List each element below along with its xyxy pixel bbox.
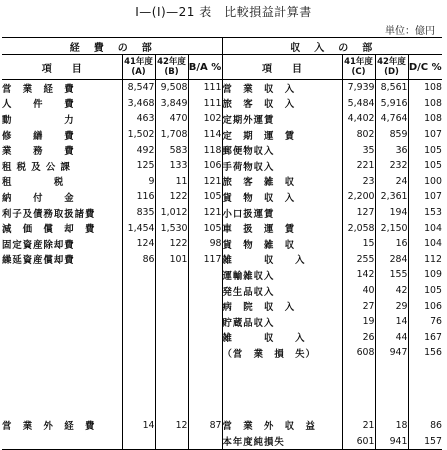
expense-42-value	[155, 298, 188, 314]
expense-item-label: 繰延資産償却費	[2, 252, 122, 268]
table-row	[2, 80, 442, 96]
expense-ratio-value: 105	[188, 189, 222, 205]
revenue-41-value: 15	[342, 236, 375, 252]
revenue-41-value: 19	[342, 314, 375, 330]
expense-42-value: 133	[155, 158, 188, 174]
expense-item-label: 租 税	[2, 174, 122, 190]
table-row	[2, 418, 442, 434]
table-row	[2, 158, 442, 174]
expense-42-value	[155, 433, 188, 450]
revenue-42-value: 14	[375, 314, 408, 330]
expense-ratio-value: 121	[188, 205, 222, 221]
expense-ratio-value: 87	[188, 418, 222, 434]
expense-41-value	[122, 267, 155, 283]
table-row	[2, 174, 442, 190]
revenue-item-label: 本年度純損失	[222, 433, 342, 450]
unit-label: 単位：億円	[385, 26, 435, 37]
table-row	[2, 330, 442, 346]
expense-41-value: 86	[122, 252, 155, 268]
revenue-42-value: 155	[375, 267, 408, 283]
revenue-41-value: 127	[342, 205, 375, 221]
year41-header-right: 41年度 (C)	[342, 55, 375, 80]
revenue-item-label: 車 扱 運 賃	[222, 220, 342, 236]
revenue-42-value: 44	[375, 330, 408, 346]
revenue-item-label: 貯蔵品収入	[222, 314, 342, 330]
revenue-42-value: 194	[375, 205, 408, 221]
table-row	[2, 283, 442, 299]
revenue-ratio-value: 86	[430, 419, 442, 431]
expense-ratio-value: 114	[188, 127, 222, 143]
revenue-42-value: 29	[375, 298, 408, 314]
expense-item-label: 動 力	[2, 111, 122, 127]
expense-item-label	[2, 298, 122, 314]
revenue-ratio-value: 156	[424, 347, 442, 359]
table-row	[2, 142, 442, 158]
table-row	[2, 314, 442, 330]
spacer-cell	[408, 361, 442, 418]
revenue-item-label: 営 業 収 入	[222, 80, 342, 96]
revenue-ratio-value: 107	[424, 191, 442, 203]
expense-41-value: 492	[122, 142, 155, 158]
revenue-42-value: 18	[375, 418, 408, 434]
expense-item-label	[2, 330, 122, 346]
expense-42-value: 1,012	[155, 205, 188, 221]
table-row	[2, 205, 442, 221]
expense-42-value: 12	[155, 418, 188, 434]
expense-41-value: 9	[122, 174, 155, 190]
revenue-ratio-value: 108	[424, 97, 442, 109]
table-row	[2, 345, 442, 361]
revenue-42-value: 5,916	[375, 96, 408, 112]
revenue-item-label: 貨 物 収 入	[222, 189, 342, 205]
expense-ratio-value: 118	[188, 142, 222, 158]
revenue-ratio-value: 76	[430, 316, 442, 328]
item-header-left: 項 目	[2, 55, 122, 80]
ratio-header-left: B/A %	[188, 55, 222, 80]
revenue-item-label: 定 期 運 賃	[222, 127, 342, 143]
expense-41-value: 125	[122, 158, 155, 174]
expense-ratio-value: 121	[188, 174, 222, 190]
revenue-item-label: （営 業 損 失）	[222, 345, 342, 361]
expense-item-label: 営 業 外 経 費	[2, 418, 122, 434]
revenue-ratio-value: 109	[424, 269, 442, 281]
table-row	[2, 189, 442, 205]
revenue-41-value: 2,058	[342, 220, 375, 236]
revenue-41-value: 255	[342, 252, 375, 268]
expense-42-value: 11	[155, 174, 188, 190]
table-title: Ⅰ—(Ⅰ)—21 表 比較損益計算書	[135, 5, 312, 19]
expense-42-value	[155, 267, 188, 283]
revenue-section-header: 収 入 の 部	[290, 42, 375, 54]
revenue-item-label: 小口扱運賃	[222, 205, 342, 221]
expense-ratio-value: 105	[188, 220, 222, 236]
revenue-ratio-value: 167	[424, 331, 442, 343]
revenue-42-value: 947	[375, 345, 408, 361]
expense-item-label	[2, 345, 122, 361]
revenue-item-label: 営 業 外 収 益	[222, 418, 342, 434]
expense-41-value	[122, 298, 155, 314]
expense-42-value: 101	[155, 252, 188, 268]
expense-ratio-value: 102	[188, 111, 222, 127]
table-row	[2, 298, 442, 314]
expense-item-label	[2, 314, 122, 330]
revenue-ratio-value: 104	[424, 238, 442, 250]
revenue-item-label: 定期外運賃	[222, 111, 342, 127]
expense-ratio-value	[188, 345, 222, 361]
revenue-ratio-value: 105	[424, 144, 442, 156]
expense-item-label: 人 件 費	[2, 96, 122, 112]
expense-item-label: 業 務 費	[2, 142, 122, 158]
revenue-41-value: 23	[342, 174, 375, 190]
expense-42-value	[155, 283, 188, 299]
revenue-41-value: 7,939	[342, 80, 375, 96]
spacer-cell	[2, 361, 122, 418]
expense-42-value	[155, 330, 188, 346]
expense-41-value: 116	[122, 189, 155, 205]
expense-ratio-value: 111	[188, 80, 222, 96]
revenue-item-label: 発生品収入	[222, 283, 342, 299]
table-row	[2, 111, 442, 127]
expense-ratio-value	[188, 433, 222, 450]
spacer-cell	[222, 361, 342, 418]
revenue-item-label: 旅 客 雑 収	[222, 174, 342, 190]
expense-item-label	[2, 283, 122, 299]
table-row	[2, 267, 442, 283]
revenue-41-value: 21	[342, 418, 375, 434]
revenue-item-label: 運輸雑収入	[222, 267, 342, 283]
revenue-item-label: 旅 客 収 入	[222, 96, 342, 112]
revenue-41-value: 601	[342, 433, 375, 450]
revenue-41-value: 608	[342, 345, 375, 361]
expense-item-label: 減 価 償 却 費	[2, 220, 122, 236]
revenue-42-value: 2,361	[375, 189, 408, 205]
expense-42-value	[155, 345, 188, 361]
revenue-41-value: 802	[342, 127, 375, 143]
year42-header-left: 42年度 (B)	[155, 55, 188, 80]
expense-ratio-value	[188, 283, 222, 299]
revenue-item-label: 雑 収 入	[222, 252, 342, 268]
revenue-41-value: 40	[342, 283, 375, 299]
revenue-ratio-value: 105	[424, 285, 442, 297]
revenue-ratio-value: 108	[424, 82, 442, 94]
expense-item-label: 租 税 及 公 課	[2, 158, 122, 174]
expense-42-value: 1,530	[155, 220, 188, 236]
revenue-41-value: 142	[342, 267, 375, 283]
revenue-42-value: 4,764	[375, 111, 408, 127]
revenue-41-value: 4,402	[342, 111, 375, 127]
expense-41-value: 124	[122, 236, 155, 252]
revenue-42-value: 2,150	[375, 220, 408, 236]
spacer-cell	[342, 361, 375, 418]
expense-ratio-value	[188, 314, 222, 330]
year42-header-right: 42年度 (D)	[375, 55, 408, 80]
revenue-41-value: 26	[342, 330, 375, 346]
spacer-cell	[375, 361, 408, 418]
revenue-ratio-value: 157	[424, 435, 442, 447]
spacer-cell	[155, 361, 188, 418]
revenue-42-value: 284	[375, 252, 408, 268]
revenue-42-value: 859	[375, 127, 408, 143]
expense-item-label	[2, 267, 122, 283]
expense-41-value: 463	[122, 111, 155, 127]
expense-41-value: 835	[122, 205, 155, 221]
table-row	[2, 220, 442, 236]
revenue-41-value: 27	[342, 298, 375, 314]
revenue-item-label: 病 院 収 入	[222, 298, 342, 314]
expense-42-value: 470	[155, 111, 188, 127]
revenue-42-value: 16	[375, 236, 408, 252]
expense-41-value: 8,547	[122, 80, 155, 96]
revenue-42-value: 42	[375, 283, 408, 299]
expense-42-value: 122	[155, 236, 188, 252]
expense-42-value: 3,849	[155, 96, 188, 112]
revenue-42-value: 941	[375, 433, 408, 450]
table-row	[2, 127, 442, 143]
table-body	[2, 80, 442, 450]
revenue-item-label: 手荷物収入	[222, 158, 342, 174]
expense-41-value: 14	[122, 418, 155, 434]
table-row	[2, 236, 442, 252]
expense-item-label: 営 業 経 費	[2, 80, 122, 96]
revenue-42-value: 232	[375, 158, 408, 174]
revenue-42-value: 24	[375, 174, 408, 190]
revenue-item-label: 貨 物 雑 収	[222, 236, 342, 252]
revenue-42-value: 36	[375, 142, 408, 158]
revenue-41-value: 35	[342, 142, 375, 158]
year41-header-left: 41年度 (A)	[122, 55, 155, 80]
expense-ratio-value: 111	[188, 96, 222, 112]
expense-42-value: 122	[155, 189, 188, 205]
expense-ratio-value	[188, 330, 222, 346]
expense-ratio-value	[188, 298, 222, 314]
revenue-ratio-value: 153	[424, 207, 442, 219]
revenue-ratio-value: 108	[424, 113, 442, 125]
expense-42-value: 583	[155, 142, 188, 158]
revenue-item-label: 郵便物収入	[222, 142, 342, 158]
expense-item-label: 利子及債務取扱諸費	[2, 205, 122, 221]
income-statement-table	[2, 37, 442, 450]
expense-section-header: 経 費 の 部	[2, 38, 222, 55]
expense-41-value	[122, 433, 155, 450]
spacer-cell	[188, 361, 222, 418]
expense-41-value	[122, 314, 155, 330]
revenue-ratio-value: 107	[424, 129, 442, 141]
revenue-41-value: 2,200	[342, 189, 375, 205]
expense-ratio-value: 106	[188, 158, 222, 174]
revenue-42-value: 8,561	[375, 80, 408, 96]
revenue-41-value: 221	[342, 158, 375, 174]
item-header-right: 項 目	[222, 55, 342, 80]
revenue-ratio-value: 105	[424, 160, 442, 172]
expense-ratio-value: 98	[188, 236, 222, 252]
expense-41-value: 1,502	[122, 127, 155, 143]
revenue-ratio-value: 112	[424, 253, 442, 265]
expense-41-value	[122, 345, 155, 361]
expense-ratio-value	[188, 267, 222, 283]
expense-42-value: 1,708	[155, 127, 188, 143]
revenue-ratio-value: 100	[424, 175, 442, 187]
expense-41-value: 3,468	[122, 96, 155, 112]
expense-item-label: 納 付 金	[2, 189, 122, 205]
expense-item-label	[2, 433, 122, 450]
expense-item-label: 修 繕 費	[2, 127, 122, 143]
revenue-item-label: 雑 収 入	[222, 330, 342, 346]
expense-42-value	[155, 314, 188, 330]
expense-ratio-value: 117	[188, 252, 222, 268]
expense-item-label: 固定資産除却費	[2, 236, 122, 252]
ratio-header-right: D/C %	[408, 61, 442, 73]
table-row	[2, 252, 442, 268]
expense-42-value: 9,508	[155, 80, 188, 96]
revenue-41-value: 5,484	[342, 96, 375, 112]
table-row	[2, 96, 442, 112]
table-row	[2, 433, 442, 450]
spacer-cell	[122, 361, 155, 418]
revenue-ratio-value: 104	[424, 222, 442, 234]
revenue-ratio-value: 106	[424, 300, 442, 312]
expense-41-value	[122, 330, 155, 346]
spacer-row	[2, 361, 442, 418]
expense-41-value: 1,454	[122, 220, 155, 236]
expense-41-value	[122, 283, 155, 299]
